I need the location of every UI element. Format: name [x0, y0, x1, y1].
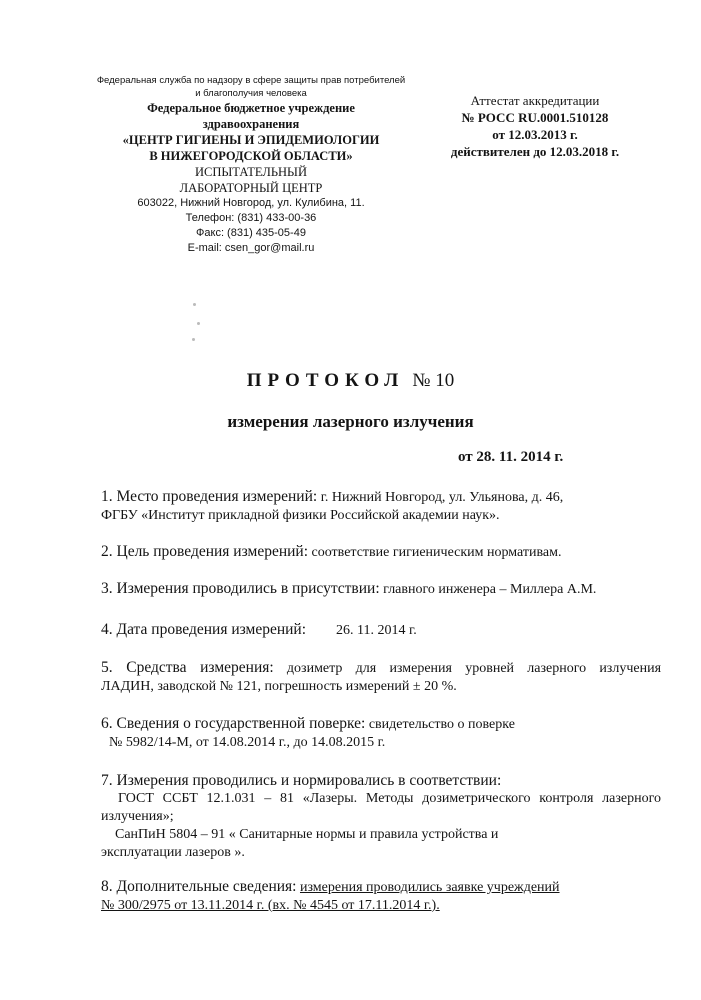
item-3	[101, 580, 661, 599]
item-4-label: 4. Дата проведения измерений:	[101, 621, 307, 638]
item-8	[101, 878, 661, 915]
protocol-subtitle: измерения лазерного излучения	[227, 412, 474, 431]
ministry-line: Федеральная служба по надзору в сфере защиты прав потребителей	[96, 75, 406, 86]
item-2-label: 2. Цель проведения измерений:	[101, 543, 309, 560]
protocol-date: от 28. 11. 2014 г.	[458, 449, 564, 465]
item-7-text-3: СанПиН 5804 – 91 « Санитарные нормы и правила устройства и	[115, 827, 499, 842]
item-7-text: ГОСТ ССБТ 12.1.031 – 81 «Лазеры. Методы дозиметрического контроля лазерного	[118, 791, 661, 806]
item-6	[101, 715, 661, 752]
accreditation-valid: действителен до 12.03.2018 г.	[450, 144, 620, 159]
item-2	[101, 543, 661, 562]
item-6-label: 6. Сведения о государственной поверке:	[101, 715, 366, 732]
accreditation-number: № РОСС RU.0001.510128	[461, 110, 609, 125]
item-5	[101, 659, 661, 696]
item-8-text: измерения проводились заявке учреждений	[299, 880, 560, 895]
item-5-label: 5. Средства измерения:	[101, 659, 274, 676]
scan-speck	[192, 338, 195, 341]
item-8-text-2: № 300/2975 от 13.11.2014 г. (вх. № 4545 от 17.11.2014 г.).	[101, 898, 440, 913]
phone: Телефон: (831) 433-00-36	[185, 212, 317, 224]
lab-name: ИСПЫТАТЕЛЬНЫЙ	[195, 165, 307, 179]
accreditation-date: от 12.03.2013 г.	[492, 127, 578, 142]
item-5-text-2: ЛАДИН, заводской № 121, погрешность измерений ± 20 %.	[101, 679, 457, 694]
protocol-word: ПРОТОКОЛ	[246, 370, 405, 391]
accreditation-title: Аттестат аккредитации	[470, 93, 600, 108]
item-1	[101, 488, 661, 525]
item-6-text: свидетельство о поверке	[368, 717, 515, 732]
institution-line-2: здравоохранения	[202, 117, 300, 131]
item-5-text: дозиметр для измерения уровней лазерного излучения	[286, 661, 662, 676]
item-7	[101, 772, 661, 862]
protocol-number: № 10	[412, 370, 455, 391]
item-1-text: г. Нижний Новгород, ул. Ульянова, д. 46,	[320, 490, 564, 505]
email: E-mail: csen_gor@mail.ru	[187, 242, 315, 254]
center-name: «ЦЕНТР ГИГИЕНЫ И ЭПИДЕМИОЛОГИИ	[122, 133, 380, 147]
item-1-label: 1. Место проведения измерений:	[101, 488, 318, 505]
protocol-title	[0, 370, 701, 392]
item-7-text-4: эксплуатации лазеров ».	[101, 845, 245, 860]
accreditation-block	[420, 92, 650, 160]
item-7-text-2: излучения»;	[101, 809, 174, 824]
center-name-2: В НИЖЕГОРОДСКОЙ ОБЛАСТИ»	[149, 149, 353, 163]
item-7-label: 7. Измерения проводились и нормировались в соответствии:	[101, 772, 502, 789]
item-1-text-2: ФГБУ «Институт прикладной физики Российской академии наук».	[101, 508, 500, 523]
item-4-text: 26. 11. 2014 г.	[336, 623, 417, 638]
item-2-text: соответствие гигиеническим нормативам.	[311, 545, 562, 560]
lab-name-2: ЛАБОРАТОРНЫЙ ЦЕНТР	[179, 181, 323, 195]
item-4	[101, 621, 661, 640]
item-3-label: 3. Измерения проводились в присутствии:	[101, 580, 380, 597]
scan-speck	[193, 303, 196, 306]
scan-speck	[197, 322, 200, 325]
item-6-text-2: № 5982/14-М, от 14.08.2014 г., до 14.08.2015 г.	[109, 735, 386, 750]
institution-line: Федеральное бюджетное учреждение	[147, 101, 355, 115]
item-3-text: главного инженера – Миллера А.М.	[383, 582, 597, 597]
address: 603022, Нижний Новгород, ул. Кулибина, 11.	[137, 197, 365, 209]
organization-header	[96, 74, 406, 256]
ministry-line-2: и благополучия человека	[195, 88, 307, 99]
item-8-label: 8. Дополнительные сведения:	[101, 878, 297, 895]
fax: Факс: (831) 435-05-49	[196, 227, 306, 239]
